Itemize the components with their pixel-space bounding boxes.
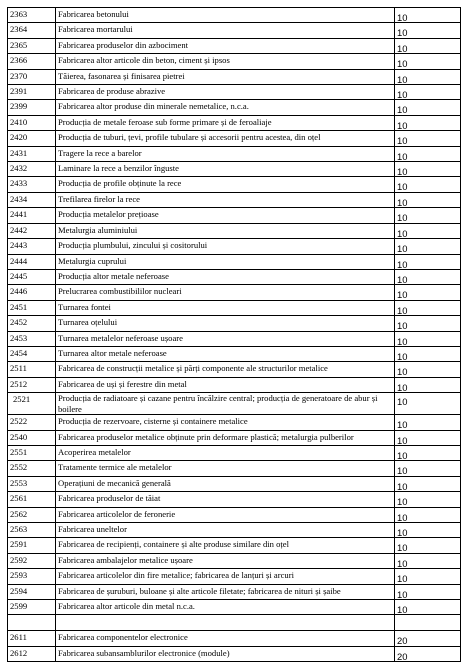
caen-code-text: 2432 [10,163,28,174]
activity-code-table [7,7,461,662]
table-row-spacer [8,615,461,631]
rate-value-cell [395,115,461,130]
activity-description-cell [56,507,395,522]
activity-description-text: Turnarea fontei [58,301,111,312]
rate-value-cell [395,476,461,491]
table-row [8,8,461,23]
activity-description-cell [56,569,395,584]
caen-code-text: 2364 [10,24,28,35]
activity-description-cell [56,146,395,161]
rate-value-cell [395,445,461,460]
rate-value-cell [395,430,461,445]
caen-code-text: 2511 [10,363,27,374]
rate-value-cell [395,54,461,69]
table-row [8,331,461,346]
rate-value-cell [395,316,461,331]
caen-code-cell [8,300,56,315]
activity-description-text: Fabricarea mortarului [58,24,133,35]
caen-code-text: 2453 [10,332,28,343]
table-row [8,445,461,460]
activity-description-text: Producția de radiatoare și cazane pentru încălzire central; producția de generatoare de abur și boilere [58,393,378,414]
activity-description-cell [56,131,395,146]
activity-description-cell [56,415,395,430]
table-row [8,377,461,392]
table-row [8,162,461,177]
rate-value-text: 10 [397,289,408,301]
activity-description-text: Fabricarea subansamblurilor electronice (module) [58,647,230,658]
rate-value-cell [395,362,461,377]
caen-code-cell [8,146,56,161]
activity-description-cell [56,445,395,460]
activity-description-cell [56,600,395,615]
rate-value-cell [395,492,461,507]
activity-description-text: Trefilarea firelor la rece [58,193,140,204]
caen-code-cell [8,23,56,38]
caen-code-cell [8,476,56,491]
rate-value-cell [395,285,461,300]
rate-value-cell [395,553,461,568]
rate-value-cell [395,300,461,315]
activity-description-text: Producția metalelor prețioase [58,209,159,220]
table-row [8,223,461,238]
caen-code-text: 2512 [10,378,28,389]
activity-description-text: Prelucrarea combustibililor nucleari [58,286,182,297]
activity-description-cell [56,331,395,346]
activity-description-text: Tratamente termice ale metalelor [58,462,172,473]
rate-value-text: 10 [397,381,408,393]
caen-code-text: 2612 [10,647,28,658]
activity-description-text: Fabricarea altor produse din minerale nemetalice, n.c.a. [58,101,249,112]
activity-description-text: Fabricarea altor articole din beton, ciment și ipsos [58,55,230,66]
caen-code-text: 2451 [10,301,28,312]
activity-description-text: Fabricarea ambalajelor metalice ușoare [58,554,193,565]
rate-value-cell [395,538,461,553]
caen-code-text: 2551 [10,446,28,457]
caen-code-text: 2611 [10,632,27,643]
table-row [8,430,461,445]
activity-description-text: Turnarea metalelor neferoase ușoare [58,332,183,343]
activity-description-text: Producția de tuburi, țevi, profile tubulare și accesorii pentru acestea, din oțel [58,132,321,143]
table-row [8,285,461,300]
rate-value-text: 10 [397,258,408,270]
caen-code-text: 2410 [10,116,28,127]
rate-value-cell [395,162,461,177]
rate-value-cell [395,584,461,599]
table-row [8,316,461,331]
table-row [8,476,461,491]
activity-description-cell [56,177,395,192]
rate-value-text: 10 [397,511,408,523]
caen-code-text: 2434 [10,193,28,204]
activity-description-text: Fabricarea articolelor de feronerie [58,508,176,519]
caen-code-cell [8,553,56,568]
activity-description-cell [56,492,395,507]
caen-code-cell [8,239,56,254]
activity-description-cell [56,100,395,115]
table-row [8,100,461,115]
table-row [8,346,461,361]
rate-value-cell [395,23,461,38]
table-row [8,146,461,161]
rate-value-cell [395,377,461,392]
caen-code-cell [8,346,56,361]
activity-description-cell [56,523,395,538]
rate-value-text: 10 [397,542,408,554]
table-row [8,553,461,568]
activity-description-cell [56,8,395,23]
table-row [8,208,461,223]
activity-description-cell [56,254,395,269]
activity-description-cell [56,430,395,445]
caen-code-cell [8,600,56,615]
rate-value-cell [395,192,461,207]
rate-value-text: 20 [397,650,408,662]
table-row [8,115,461,130]
rate-value-text: 10 [397,604,408,616]
caen-code-cell [8,316,56,331]
rate-value-cell [395,100,461,115]
rate-value-text: 10 [397,243,408,255]
activity-description-cell [56,85,395,100]
activity-description-text: Tăierea, fasonarea și finisarea pietrei [58,70,185,81]
caen-code-cell [8,8,56,23]
caen-code-cell [8,192,56,207]
rate-value-text: 10 [397,104,408,116]
caen-code-cell [8,507,56,522]
rate-value-text: 10 [397,573,408,585]
rate-value-text: 10 [397,419,408,431]
caen-code-text: 2431 [10,147,28,158]
caen-code-cell [8,569,56,584]
activity-description-cell [56,584,395,599]
caen-code-cell [8,38,56,53]
activity-description-text: Fabricarea betonului [58,9,129,19]
table-row [8,38,461,53]
rate-value-text: 10 [397,304,408,316]
rate-value-cell [395,85,461,100]
caen-code-text: 2444 [10,255,28,266]
caen-code-text: 2561 [10,493,28,504]
table-row [8,646,461,661]
rate-value-text: 20 [397,635,408,647]
activity-description-text: Fabricarea articolelor din fire metalice; fabricarea de lanțuri și arcuri [58,570,294,581]
activity-description-text: Fabricarea de produse abrazive [58,86,166,97]
caen-code-text: 2443 [10,240,28,251]
rate-value-text: 10 [397,320,408,332]
table-row [8,54,461,69]
activity-description-text: Fabricarea produselor din azbociment [58,39,189,50]
caen-code-text: 2593 [10,570,28,581]
activity-description-cell [56,69,395,84]
caen-code-text: 2420 [10,132,28,143]
activity-description-cell [56,38,395,53]
caen-code-cell [8,523,56,538]
rate-value-text: 10 [397,27,408,39]
activity-description-cell [56,208,395,223]
rate-value-cell [395,646,461,661]
caen-code-text: 2599 [10,601,28,612]
rate-value-text: 10 [397,12,408,23]
caen-code-text: 2363 [10,9,28,19]
rate-value-cell [395,69,461,84]
activity-description-text: Fabricarea produselor metalice obținute prin deformare plastică; metalurgia pulberilor [58,431,354,442]
activity-description-text: Fabricarea componentelor electronice [58,632,188,643]
rate-value-text: 10 [397,42,408,54]
table-row [8,239,461,254]
rate-value-text: 10 [397,350,408,362]
rate-value-cell [395,8,461,23]
caen-code-cell [8,615,56,631]
table-row [8,131,461,146]
rate-value-text: 10 [397,166,408,178]
rate-value-text: 10 [397,89,408,101]
rate-value-text: 10 [397,434,408,446]
caen-code-cell [8,538,56,553]
caen-code-text: 2433 [10,178,28,189]
activity-description-cell [56,54,395,69]
activity-description-text: Turnarea altor metale neferoase [58,347,167,358]
caen-code-text: 2365 [10,39,28,50]
caen-code-cell [8,331,56,346]
document-page [7,7,461,662]
caen-code-cell [8,430,56,445]
caen-code-cell [8,177,56,192]
table-row [8,569,461,584]
rate-value-text: 10 [397,396,408,408]
caen-code-text: 2442 [10,224,28,235]
rate-value-text: 10 [397,588,408,600]
rate-value-cell [395,131,461,146]
caen-code-cell [8,631,56,646]
activity-description-cell [56,538,395,553]
activity-description-cell [56,377,395,392]
activity-description-cell [56,239,395,254]
activity-description-text: Fabricarea de recipienți, containere și alte produse similare din oțel [58,539,289,550]
table-row [8,23,461,38]
caen-code-text: 2522 [10,416,28,427]
rate-value-text: 10 [397,181,408,193]
caen-code-cell [8,646,56,661]
rate-value-cell [395,523,461,538]
activity-description-cell [56,631,395,646]
table-row [8,69,461,84]
rate-value-text: 10 [397,273,408,285]
caen-code-cell [8,115,56,130]
activity-description-cell [56,192,395,207]
table-row [8,192,461,207]
rate-value-text: 10 [397,150,408,162]
caen-code-cell [8,100,56,115]
rate-value-cell [395,269,461,284]
caen-code-text: 2445 [10,270,28,281]
rate-value-text: 10 [397,480,408,492]
caen-code-text: 2562 [10,508,28,519]
rate-value-text: 10 [397,366,408,378]
caen-code-text: 2391 [10,86,28,97]
rate-value-text: 10 [397,557,408,569]
caen-code-text: 2446 [10,286,28,297]
caen-code-cell [8,85,56,100]
activity-description-cell [56,646,395,661]
rate-value-cell [395,254,461,269]
rate-value-cell [395,177,461,192]
table-row [8,254,461,269]
caen-code-text: 2441 [10,209,28,220]
rate-value-cell [395,507,461,522]
activity-description-text: Fabricarea de șuruburi, buloane și alte articole filetate; fabricarea de nituri și șaibe [58,585,341,596]
rate-value-text: 10 [397,449,408,461]
table-row [8,461,461,476]
rate-value-text: 10 [397,135,408,147]
activity-description-cell [56,162,395,177]
activity-description-text: Fabricarea produselor de tăiat [58,493,161,504]
activity-description-cell [56,615,395,631]
rate-value-text: 10 [397,196,408,208]
table-row [8,584,461,599]
caen-code-cell [8,69,56,84]
rate-value-cell [395,393,461,415]
activity-description-text: Producția de profile obținute la rece [58,178,182,189]
caen-code-cell [8,415,56,430]
activity-description-text: Producția plumbului, zincului și cositorului [58,240,208,251]
rate-value-text: 10 [397,465,408,477]
caen-code-cell [8,223,56,238]
activity-description-text: Fabricarea uneltelor [58,524,127,534]
activity-description-cell [56,23,395,38]
rate-value-text: 10 [397,527,408,538]
rate-value-cell [395,569,461,584]
caen-code-cell [8,461,56,476]
caen-code-text: 2553 [10,477,28,488]
rate-value-text: 10 [397,58,408,70]
activity-description-cell [56,362,395,377]
activity-description-cell [56,115,395,130]
rate-value-cell [395,146,461,161]
activity-description-cell [56,316,395,331]
caen-code-text: 2591 [10,539,28,550]
rate-value-text: 10 [397,119,408,131]
activity-description-text: Producția de rezervoare, cisterne și containere metalice [58,416,248,427]
table-row [8,523,461,538]
activity-description-text: Laminare la rece a benzilor înguste [58,163,179,174]
activity-description-text: Metalurgia cuprului [58,255,127,266]
rate-value-cell [395,631,461,646]
rate-value-cell [395,415,461,430]
table-row [8,507,461,522]
activity-description-text: Metalurgia aluminiului [58,224,138,235]
rate-value-cell [395,239,461,254]
activity-description-text: Producția altor metale neferoase [58,270,169,281]
activity-description-cell [56,346,395,361]
table-row [8,300,461,315]
activity-description-cell [56,476,395,491]
caen-code-text: 2399 [10,101,28,112]
activity-description-text: Fabricarea altor articole din metal n.c.a. [58,601,195,612]
caen-code-text: 2540 [10,431,28,442]
rate-value-text: 10 [397,212,408,224]
caen-code-text: 2563 [10,524,28,534]
table-row [8,600,461,615]
table-row [8,362,461,377]
caen-code-cell [8,131,56,146]
table-body [8,8,461,662]
activity-description-text: Fabricarea de construcții metalice și părți componente ale structurilor metalice [58,363,328,374]
caen-code-cell [8,445,56,460]
rate-value-cell [395,331,461,346]
activity-description-text: Tragere la rece a barelor [58,147,142,158]
caen-code-cell [8,492,56,507]
rate-value-cell [395,615,461,631]
caen-code-text: 2521 [13,394,31,405]
table-row [8,631,461,646]
caen-code-cell [8,208,56,223]
rate-value-text: 10 [397,335,408,347]
rate-value-cell [395,38,461,53]
activity-description-text: Acoperirea metalelor [58,446,131,457]
caen-code-cell [8,377,56,392]
caen-code-cell [8,269,56,284]
caen-code-text: 2370 [10,70,28,81]
rate-value-text: 10 [397,73,408,85]
activity-description-cell [56,269,395,284]
activity-description-text: Fabricarea de uși și ferestre din metal [58,378,187,389]
rate-value-cell [395,208,461,223]
caen-code-text: 2366 [10,55,28,66]
activity-description-text: Producția de metale feroase sub forme primare și de feroaliaje [58,116,272,127]
rate-value-text: 10 [397,496,408,508]
table-row [8,538,461,553]
rate-value-text: 10 [397,227,408,239]
activity-description-cell [56,461,395,476]
caen-code-cell [8,285,56,300]
caen-code-text: 2454 [10,347,28,358]
caen-code-text: 2594 [10,585,28,596]
activity-description-text: Turnarea oțelului [58,317,118,328]
table-row [8,393,461,415]
caen-code-cell [8,254,56,269]
activity-description-text: Operațiuni de mecanică generală [58,477,171,488]
rate-value-cell [395,461,461,476]
activity-description-cell [56,393,395,415]
rate-value-cell [395,600,461,615]
activity-description-cell [56,300,395,315]
caen-code-cell [8,162,56,177]
activity-description-cell [56,285,395,300]
table-row [8,492,461,507]
caen-code-text: 2552 [10,462,28,473]
caen-code-cell [8,393,56,415]
activity-description-cell [56,553,395,568]
table-row [8,177,461,192]
table-row [8,269,461,284]
caen-code-cell [8,54,56,69]
rate-value-cell [395,223,461,238]
table-row [8,415,461,430]
table-row [8,85,461,100]
rate-value-cell [395,346,461,361]
activity-description-cell [56,223,395,238]
caen-code-cell [8,362,56,377]
caen-code-text: 2452 [10,317,28,328]
caen-code-text: 2592 [10,554,28,565]
caen-code-cell [8,584,56,599]
